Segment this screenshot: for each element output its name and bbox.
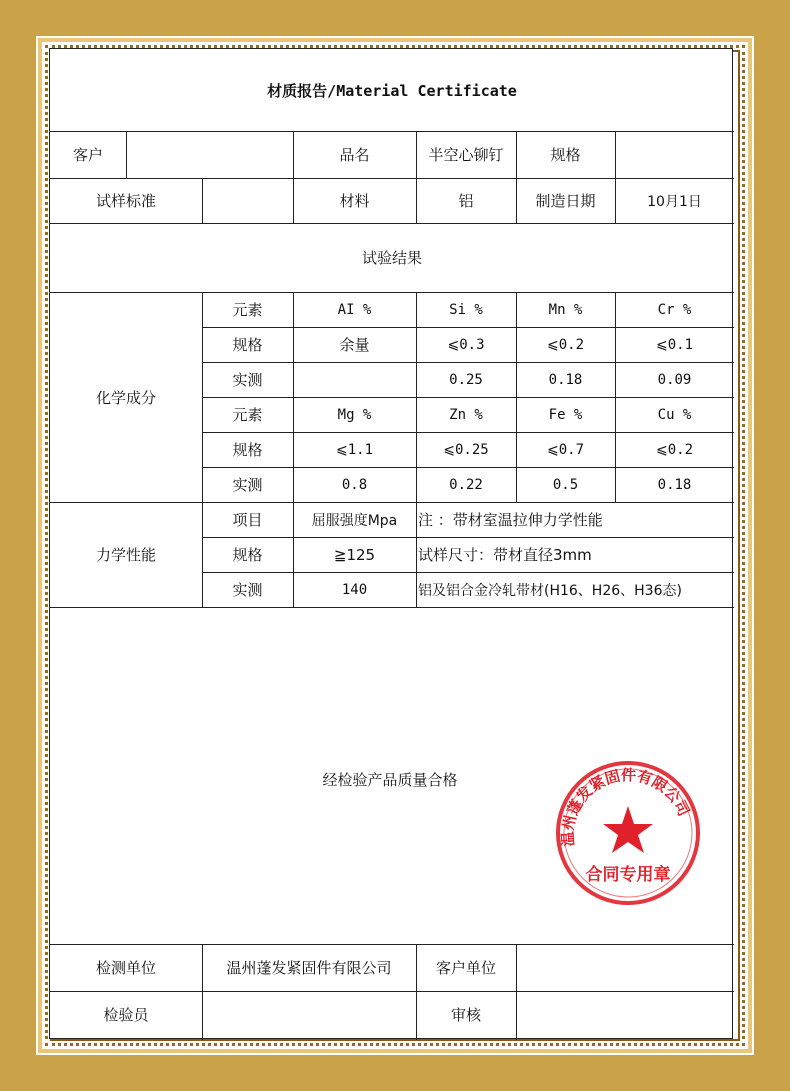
row-label: 规格 (232, 441, 263, 459)
row-label: 规格 (232, 546, 263, 564)
standard-label: 试样标准 (95, 192, 156, 210)
inspection-unit-label: 检测单位 (95, 959, 156, 977)
chemical-label: 化学成分 (95, 388, 156, 407)
divider (50, 607, 734, 608)
measured-cell: 0.18 (657, 476, 692, 493)
spec-cell: ⩽1.1 (335, 441, 374, 458)
spec-cell: ⩽0.2 (546, 336, 585, 353)
inspector-value (202, 991, 416, 1038)
customer-unit-label: 客户单位 (435, 959, 496, 977)
measured-cell: 0.09 (657, 371, 692, 388)
inspector-label: 检验员 (103, 1006, 149, 1024)
product-label: 品名 (339, 146, 370, 164)
element-cell: Fe % (548, 406, 583, 423)
customer-value (126, 131, 293, 178)
measured-cell: 0.18 (548, 371, 583, 388)
review-value (516, 991, 734, 1038)
spec-cell: ⩽0.7 (546, 441, 585, 458)
spec-cell: ⩽0.2 (655, 441, 694, 458)
customer-unit-value (516, 944, 734, 991)
element-cell: Si % (449, 301, 483, 318)
spec-value (615, 131, 734, 178)
mechanical-value: 140 (341, 581, 368, 598)
element-cell: Mg % (337, 406, 372, 423)
date-label: 制造日期 (535, 192, 596, 210)
row-label: 规格 (232, 336, 263, 354)
spec-cell: ⩽0.25 (443, 441, 489, 458)
element-cell: AI % (337, 301, 372, 318)
company-seal (553, 758, 703, 908)
star-icon (603, 806, 653, 853)
inspection-unit-value: 温州蓬发紧固件有限公司 (226, 959, 392, 977)
spec-cell: ⩽0.1 (655, 336, 694, 353)
spec-cell: ⩽0.3 (447, 336, 485, 353)
element-cell: Zn % (449, 406, 483, 423)
row-label: 实测 (232, 371, 263, 389)
standard-value (202, 178, 293, 223)
results-title: 试验结果 (361, 249, 422, 267)
row-label: 元素 (232, 301, 263, 319)
product-value: 半空心铆钉 (428, 146, 504, 164)
material-value: 铝 (458, 192, 474, 210)
spec-label: 规格 (550, 146, 581, 164)
mechanical-value: ≧125 (333, 545, 376, 564)
row-label: 实测 (232, 476, 263, 494)
conclusion-text: 经检验产品质量合格 (322, 770, 458, 789)
mechanical-note: 注 ：带材室温拉伸力学性能 (418, 511, 603, 529)
mechanical-label: 力学性能 (95, 546, 156, 564)
mechanical-note: 试样尺寸：带材直径3mm (418, 546, 592, 564)
row-label: 元素 (232, 406, 263, 424)
spec-cell: 余量 (339, 336, 370, 354)
mechanical-note: 铝及铝合金冷轧带材(H16、H26、H36态) (418, 582, 682, 599)
element-cell: Cr % (657, 301, 692, 318)
seal-bottom-text: 合同专用章 (585, 865, 671, 885)
measured-cell (293, 362, 416, 397)
certificate-title: 材质报告/Material Certificate (267, 81, 517, 100)
measured-cell: 0.8 (341, 476, 368, 493)
measured-cell: 0.5 (552, 476, 579, 493)
date-value: 10月1日 (647, 193, 702, 210)
element-cell: Cu % (657, 406, 692, 423)
measured-cell: 0.22 (449, 476, 483, 493)
element-cell: Mn % (548, 301, 583, 318)
customer-label: 客户 (72, 146, 103, 164)
row-label: 项目 (232, 511, 263, 529)
seal-top-text: 温州蓬发紧固件有限公司 (558, 766, 694, 847)
material-label: 材料 (339, 192, 370, 210)
row-label: 实测 (232, 581, 263, 599)
mechanical-value: 屈服强度Mpa (311, 512, 398, 529)
measured-cell: 0.25 (449, 371, 483, 388)
review-label: 审核 (450, 1006, 481, 1024)
